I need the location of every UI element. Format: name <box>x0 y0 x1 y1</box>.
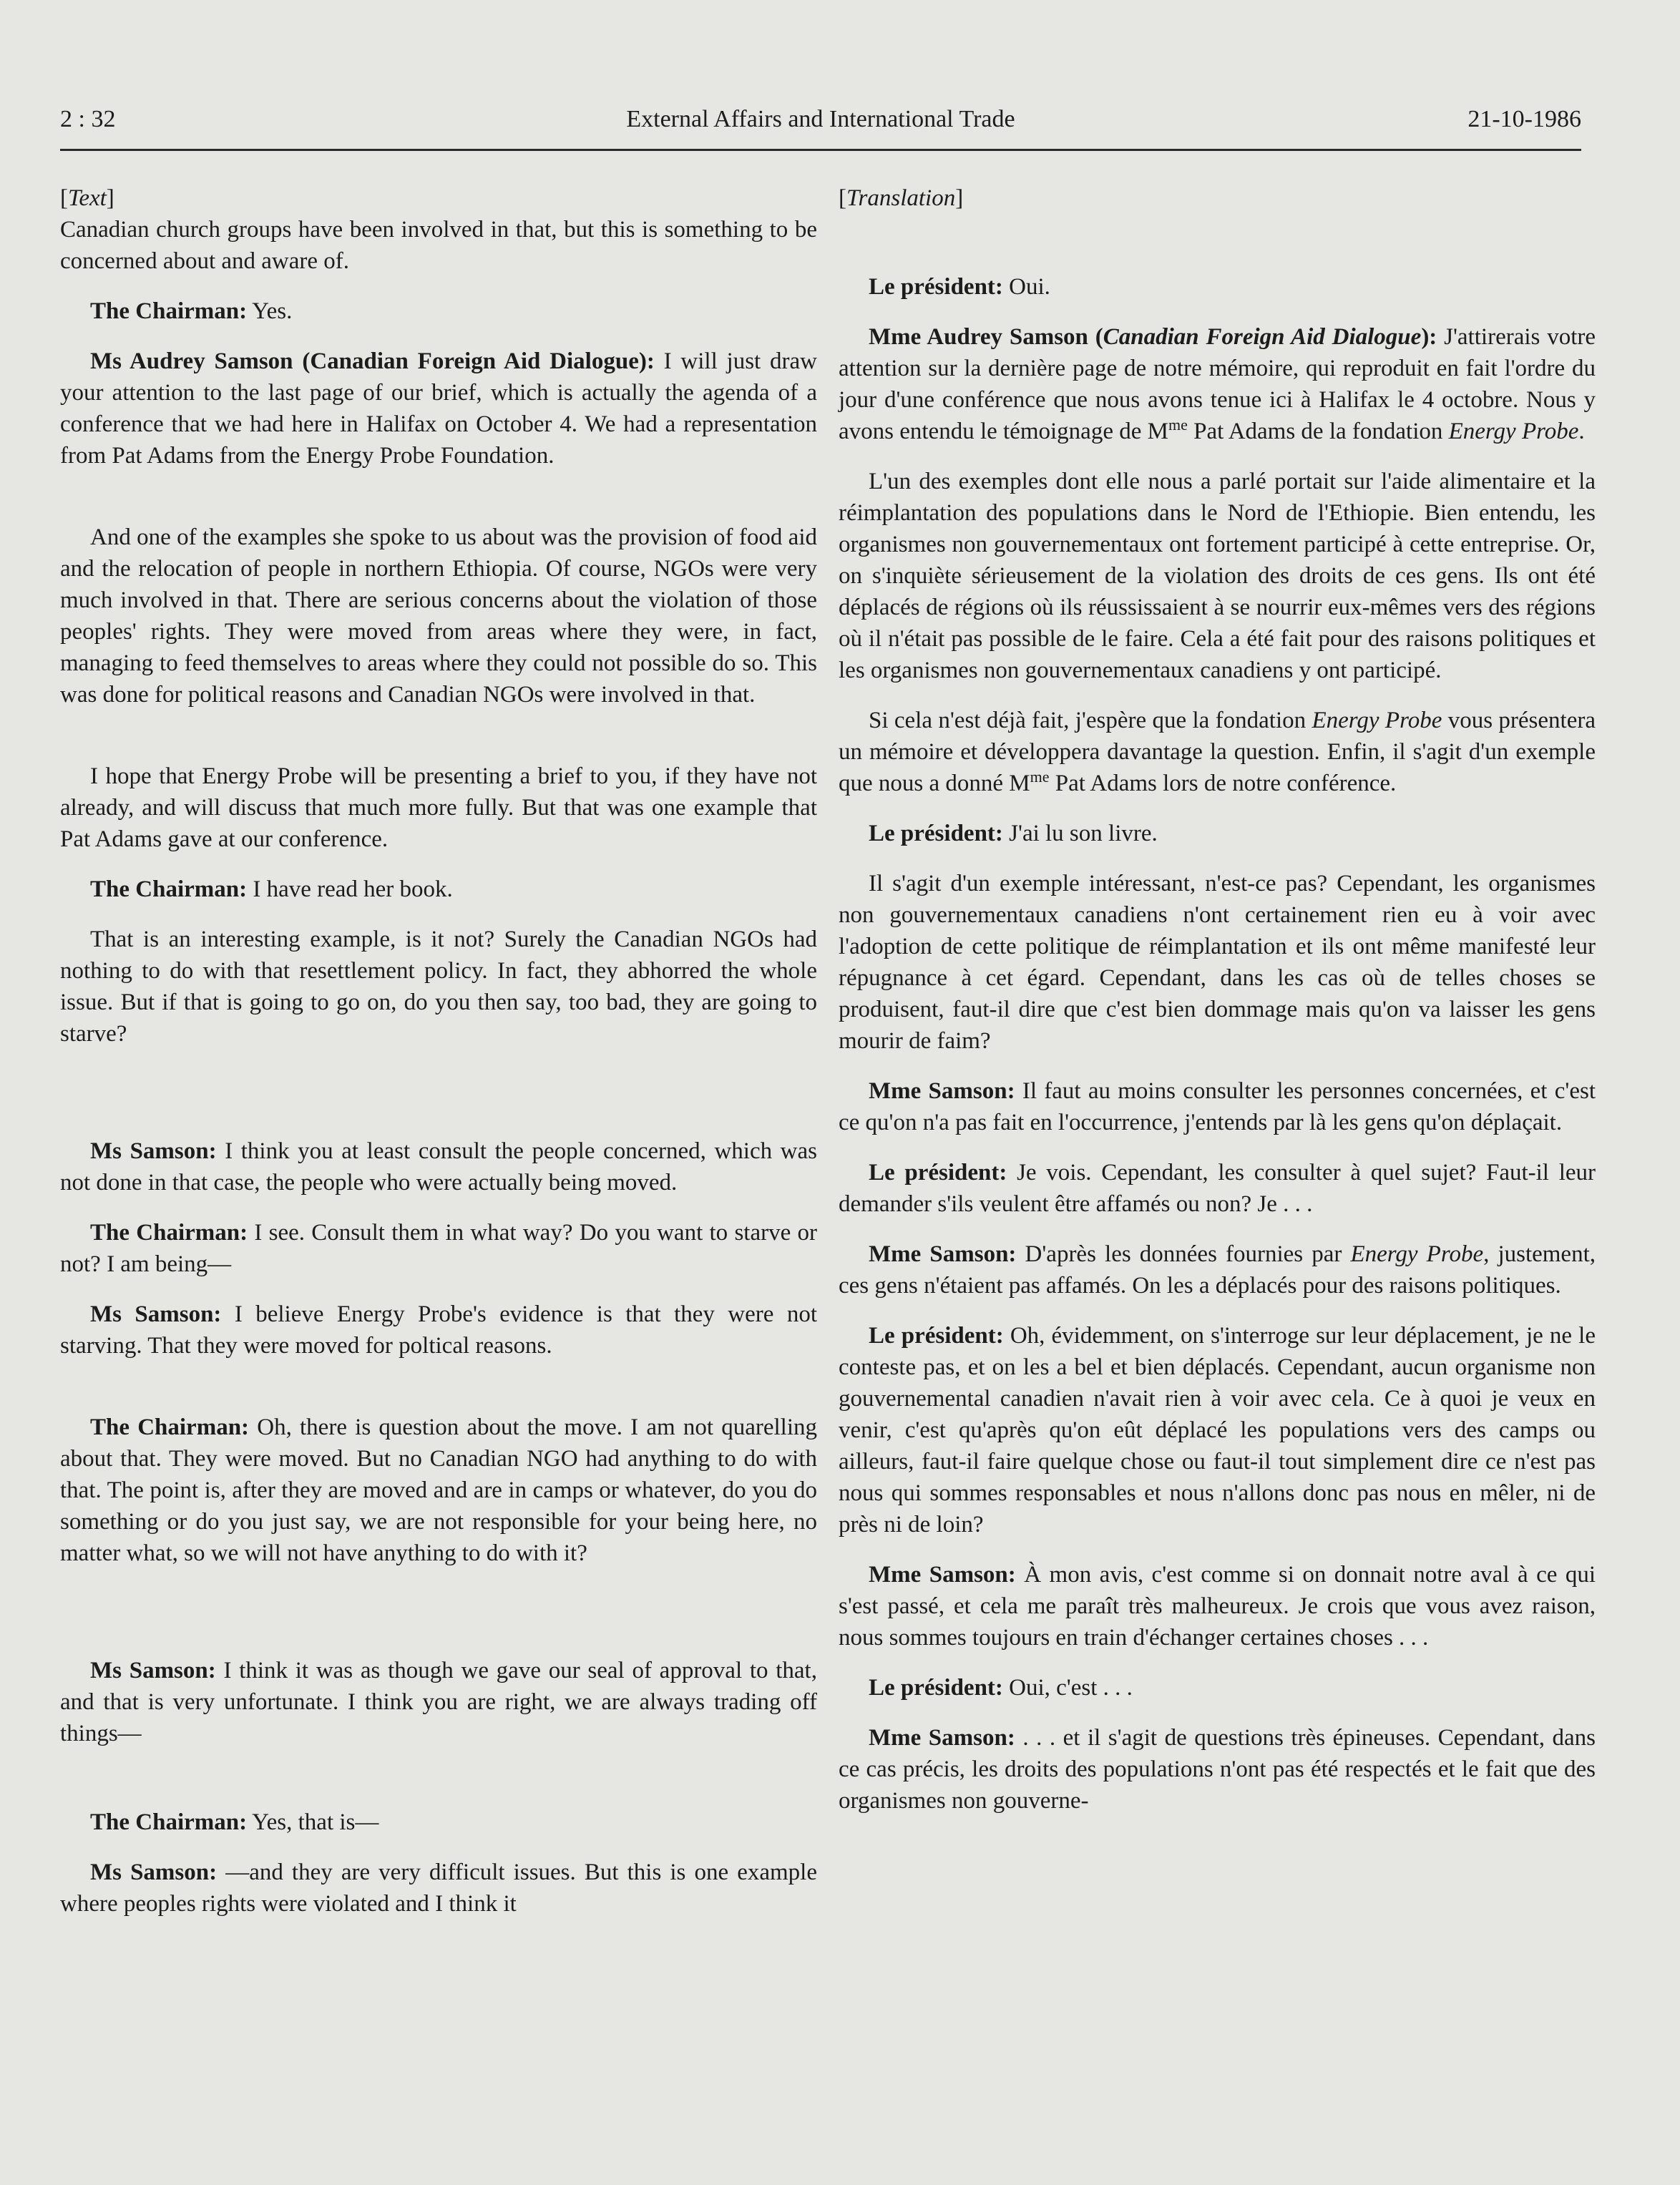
paragraph: Il s'agit d'un exemple intéressant, n'est-ce pas? Cependant, les organismes non gouvernementaux canadiens n'ont certainement rien eu à voir avec l'adoption de cette politique de réimplantation et ils ont même manifesté leur répugnance à cet égard. Cependant, dans les cas où de telles choses se produisent, faut-il dire que c'est bien dommage mais qu'on va laisser les gens mourir de faim? <box>839 871 1596 1054</box>
header-date: 21-10-1986 <box>1467 106 1581 132</box>
paragraph: The Chairman: I have read her book. <box>90 876 453 902</box>
speaker-name: Le président: <box>869 274 1003 300</box>
paragraph: Mme Samson: À mon avis, c'est comme si on donnait notre aval à ce qui s'est passé, et cela me paraît très malheureux. Je crois que vous avez raison, nous sommes toujours en train d'échanger certaines choses . . . <box>839 1562 1596 1651</box>
paragraph: L'un des exemples dont elle nous a parlé portait sur l'aide alimentaire et la réimplantation des populations dans le Nord de l'Ethiopie. Bien entendu, les organismes non gouvernementaux ont fortement participé à cette entreprise. Or, on s'inquiète sérieusement de la violation des droits de ces gens. Ils ont été déplacés de régions où ils réussissaient à se nourrir eux-mêmes vers des régions où il n'était pas possible de le faire. Cela a été fait pour des raisons politiques et les organismes non gouvernementaux canadiens y ont participé. <box>839 469 1596 683</box>
english-column <box>60 182 817 1920</box>
paragraph: Ms Samson: I think you at least consult the people concerned, which was not done in that case, the people who were actually being moved. <box>60 1138 817 1196</box>
paragraph: I hope that Energy Probe will be presenting a brief to you, if they have not already, and will discuss that much more fully. But that was one example that Pat Adams gave at our conference. <box>60 763 817 852</box>
paragraph: Ms Samson: I believe Energy Probe's evidence is that they were not starving. That they were moved for poltical reasons. <box>60 1301 817 1359</box>
speaker-name: Le président: <box>869 821 1003 846</box>
paragraph: Le président: Je vois. Cependant, les consulter à quel sujet? Faut-il leur demander s'ils veulent être affamés ou non? Je . . . <box>839 1160 1596 1217</box>
speaker-name: The Chairman: <box>90 298 248 324</box>
section-tag: [Text] <box>60 185 114 211</box>
speaker-name: Ms Samson: <box>90 1301 222 1327</box>
paragraph: Mme Samson: Il faut au moins consulter les personnes concernées, et c'est ce qu'on n'a pas fait en l'occurrence, j'entends par là les gens qu'on déplaçait. <box>839 1078 1596 1135</box>
paragraph: Le président: Oui, c'est . . . <box>869 1675 1133 1701</box>
speaker-name: The Chairman: <box>90 1414 250 1440</box>
running-header <box>60 99 1581 151</box>
paragraph: The Chairman: Yes. <box>90 298 293 324</box>
paragraph: Canadian church groups have been involved in that, but this is something to be concerned about and aware of. <box>60 217 817 274</box>
section-tag: [Translation] <box>839 185 964 211</box>
paragraph: The Chairman: I see. Consult them in what way? Do you want to starve or not? I am being— <box>60 1220 817 1277</box>
speaker-name: The Chairman: <box>90 1220 248 1246</box>
paragraph: Ms Samson: —and they are very difficult issues. But this is one example where peoples rights were violated and I think it <box>60 1859 817 1917</box>
speaker-name: Le président: <box>869 1675 1003 1701</box>
paragraph: Si cela n'est déjà fait, j'espère que la fondation Energy Probe vous présentera un mémoire et développera davantage la question. Enfin, il s'agit d'un exemple que nous a donné $M^{me}$ Pat Adams lors de notre conférence. <box>839 708 1596 796</box>
paragraph: Mme Samson: . . . et il s'agit de questions très épineuses. Cependant, dans ce cas précis, les droits des populations n'ont pas été respectés et le fait que des organismes non gouverne- <box>839 1725 1596 1814</box>
paragraph: And one of the examples she spoke to us about was the provision of food aid and the relocation of people in northern Ethiopia. Of course, NGOs were very much involved in that. There are serious concerns about the violation of those peoples' rights. They were moved from areas where they were, in fact, managing to feed themselves to areas where they could not possible do so. This was done for political reasons and Canadian NGOs were involved in that. <box>60 524 817 708</box>
speaker-name: Mme Samson: <box>869 1562 1016 1588</box>
speaker-name: Ms Audrey Samson (Canadian Foreign Aid Dialogue): <box>90 348 655 374</box>
speaker-name: Le président: <box>869 1323 1004 1349</box>
speaker-name: Mme Samson: <box>869 1725 1015 1751</box>
french-column <box>839 182 1596 1817</box>
speaker-name: Mme Samson: <box>869 1078 1015 1104</box>
speaker-name: The Chairman: <box>90 876 248 902</box>
paragraph: Mme Samson: D'après les données fournies par Energy Probe, justement, ces gens n'étaient pas affamés. On les a déplacés pour des raisons politiques. <box>839 1241 1596 1299</box>
speaker-name: Ms Samson: <box>90 1138 217 1164</box>
speaker-name: Ms Samson: <box>90 1859 218 1885</box>
paragraph: The Chairman: Yes, that is— <box>90 1809 379 1835</box>
speaker-name: Mme Audrey Samson (Canadian Foreign Aid Dialogue): <box>869 324 1437 350</box>
paragraph: That is an interesting example, is it not? Surely the Canadian NGOs had nothing to do with that resettlement policy. In fact, they abhorred the whole issue. But if that is going to go on, do you then say, too bad, they are going to starve? <box>60 927 817 1047</box>
header-title: External Affairs and International Trade <box>626 106 1015 132</box>
speaker-name: Ms Samson: <box>90 1658 216 1683</box>
paragraph: The Chairman: Oh, there is question about the move. I am not quarelling about that. They were moved. But no Canadian NGO had anything to do with that. The point is, after they are moved and are in camps or whatever, do you do something or do you just say, we are not responsible for your being here, no matter what, so we will not have anything to do with it? <box>60 1414 818 1566</box>
paragraph: Mme Audrey Samson (Canadian Foreign Aid Dialogue): J'attirerais votre attention sur la dernière page de notre mémoire, qui reproduit en fait l'ordre du jour d'une conférence que nous avons tenue ici à Halifax le 4 octobre. Nous y avons entendu le témoignage de $M^{me}$ Pat Adams de la fondation Energy Probe. <box>839 324 1596 444</box>
paragraph: Ms Audrey Samson (Canadian Foreign Aid Dialogue): I will just draw your attention to the last page of our brief, which is actually the agenda of a conference that we had here in Halifax on October 4. We had a representation from Pat Adams from the Energy Probe Foundation. <box>60 348 817 469</box>
page-number: 2 : 32 <box>60 106 116 132</box>
speaker-name: The Chairman: <box>90 1809 248 1835</box>
paragraph: Le président: J'ai lu son livre. <box>869 821 1158 846</box>
paragraph: Le président: Oh, évidemment, on s'interroge sur leur déplacement, je ne le conteste pas, et on les a bel et bien déplacés. Cependant, aucun organisme non gouvernemental canadien n'avait rien à voir avec cela. Ce à quoi je veux en venir, c'est qu'après qu'on eût déplacé les populations vers des camps ou ailleurs, faut-il faire quelque chose ou faut-il tout simplement dire ce n'est pas nous qui sommes responsables et nous n'allons donc pas nous en mêler, ni de près ni de loin? <box>839 1323 1596 1538</box>
speaker-name: Mme Samson: <box>869 1241 1017 1267</box>
paragraph: Ms Samson: I think it was as though we gave our seal of approval to that, and that is very unfortunate. I think you are right, we are always trading off things— <box>60 1658 817 1746</box>
speaker-name: Le président: <box>869 1160 1007 1186</box>
paragraph: Le président: Oui. <box>869 274 1050 300</box>
